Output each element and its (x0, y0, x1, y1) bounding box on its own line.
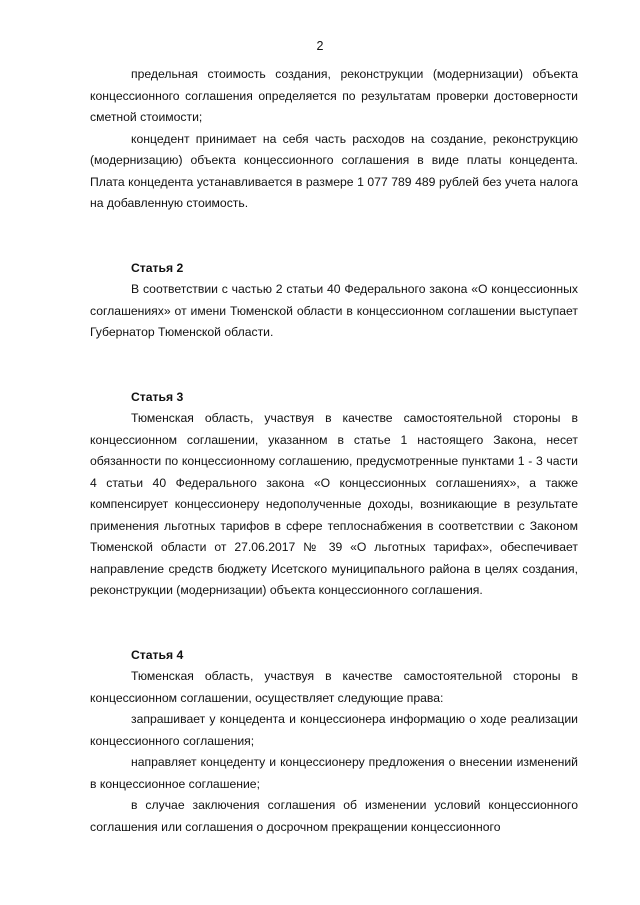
article-4-heading: Статья 4 (131, 647, 184, 662)
paragraph-cost-limit: предельная стоимость создания, реконструкции (модернизации) объекта концессионного соглашения определяется по результатам проверки достоверности сметной стоимости; (90, 67, 578, 124)
spacer (90, 344, 578, 366)
spacer (90, 602, 578, 624)
spacer (90, 215, 578, 237)
article-2-paragraph: В соответствии с частью 2 статьи 40 Федерального закона «О концессионных соглашениях» от имени Тюменской области в концессионном соглашении выступает Губернатор Тюменской области. (90, 282, 578, 339)
article-4-paragraph-amendment: в случае заключения соглашения об изменении условий концессионного соглашения или соглашения о досрочном прекращении концессионного (90, 798, 578, 834)
spacer (90, 365, 578, 387)
article-3-heading: Статья 3 (131, 389, 184, 404)
article-3-paragraph: Тюменская область, участвуя в качестве самостоятельной стороны в концессионном соглашении, указанном в статье 1 настоящего Закона, несет обязанности по концессионному соглашению, предусмотренные пунктами 1 - 3 части 4 статьи 40 Федерального закона «О концессионных соглашениях», а также компенсирует концессионеру недополученные доходы, возникающие в результате применения льготных тарифов в сфере теплоснабжения в соответствии с Законом Тюменской области от 27.06.2017 № 39 «О льготных тарифах», обеспечивает направление средств бюджету Исетского муниципального района в целях создания, реконструкции (модернизации) объекта концессионного соглашения. (90, 411, 578, 597)
paragraph-concedent-payment: концедент принимает на себя часть расходов на создание, реконструкцию (модернизацию) объекта концессионного соглашения в виде платы концедента. Плата концедента устанавливается в размере 1 077 789 489 рублей без учета налога на добавленную стоимость. (90, 131, 578, 210)
article-4-paragraph-request-info: запрашивает у концедента и концессионера информацию о ходе реализации концессионного соглашения; (90, 712, 578, 748)
spacer (90, 236, 578, 258)
spacer (90, 623, 578, 645)
article-2-heading: Статья 2 (131, 260, 184, 275)
document-body (90, 64, 578, 838)
article-4-paragraph-intro: Тюменская область, участвуя в качестве самостоятельной стороны в концессионном соглашении, осуществляет следующие права: (90, 669, 578, 705)
article-4-paragraph-proposals: направляет концеденту и концессионеру предложения о внесении изменений в концессионное соглашение; (90, 755, 578, 791)
page-number: 2 (316, 39, 324, 53)
